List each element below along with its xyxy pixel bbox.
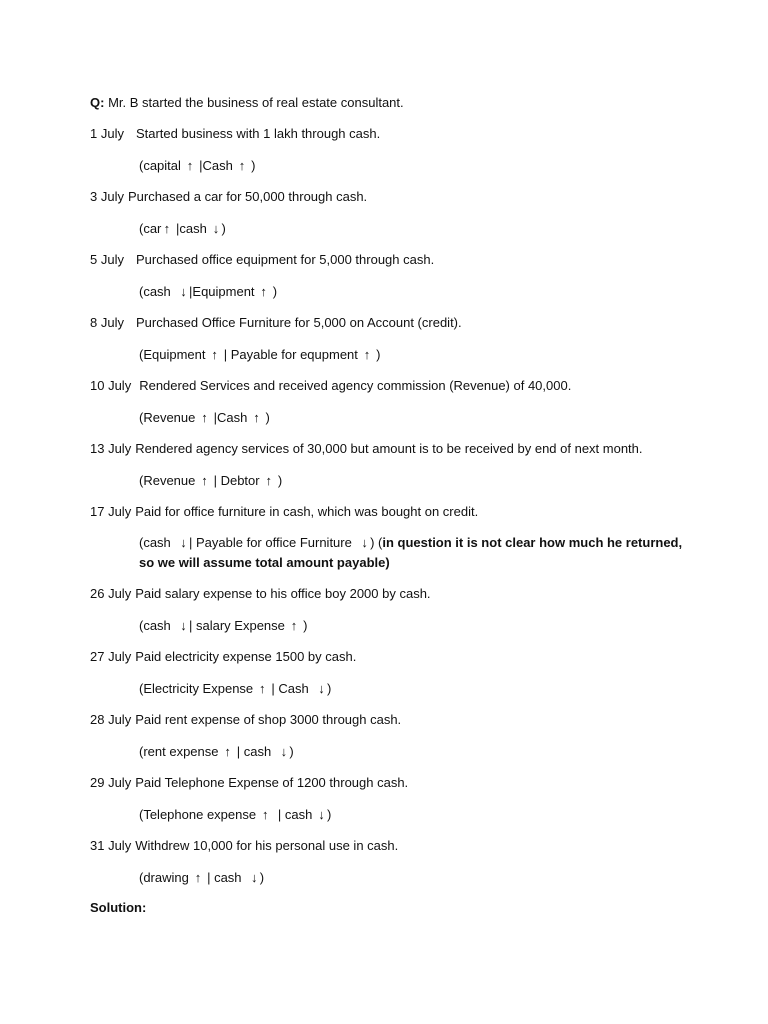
up-arrow-icon: ↑	[163, 221, 171, 236]
transaction-text: Purchased Office Furniture for 5,000 on Account (credit).	[135, 315, 462, 330]
effect-text: )	[327, 807, 332, 822]
transaction-text: Rendered Services and received agency commission (Revenue) of 40,000.	[139, 378, 572, 393]
transaction-description	[90, 775, 408, 791]
effect-text: (Electricity Expense	[139, 681, 257, 696]
effect-text: )	[261, 410, 270, 425]
solution-heading: Solution:	[90, 900, 147, 915]
transaction-date: 1 July	[90, 126, 124, 141]
transaction-effect	[139, 870, 264, 886]
transaction-text: Started business with 1 lakh through cash.	[135, 126, 381, 141]
transaction-description	[90, 189, 367, 205]
transaction-text: Purchased office equipment for 5,000 through cash.	[135, 252, 435, 267]
effect-text: | Debtor	[209, 473, 264, 488]
down-arrow-icon: ↓	[251, 870, 258, 885]
transaction-text: Withdrew 10,000 for his personal use in cash.	[135, 838, 399, 853]
transaction-date: 26 July	[90, 586, 132, 601]
up-arrow-icon: ↑	[194, 870, 202, 885]
effect-text: (drawing	[139, 870, 193, 885]
transaction-effect	[139, 284, 277, 300]
transaction-effect	[139, 158, 255, 174]
down-arrow-icon: ↓	[318, 807, 325, 822]
transaction-date: 5 July	[90, 252, 124, 267]
up-arrow-icon: ↑	[290, 618, 298, 633]
effect-text: |Equipment	[189, 284, 259, 299]
down-arrow-icon: ↓	[280, 744, 288, 759]
up-arrow-icon: ↑	[238, 158, 246, 173]
effect-text: )	[269, 284, 278, 299]
transaction-text: Paid electricity expense 1500 by cash.	[135, 649, 357, 664]
effect-text: ) (	[370, 535, 383, 550]
effect-text: (cash	[139, 284, 179, 299]
up-arrow-icon: ↑	[224, 744, 231, 759]
down-arrow-icon: ↓	[361, 535, 368, 550]
transaction-date: 13 July	[90, 441, 132, 456]
effect-text: (capital	[139, 158, 185, 173]
transaction-effect	[139, 681, 331, 697]
up-arrow-icon: ↑	[363, 347, 371, 362]
transaction-effect	[139, 744, 294, 760]
down-arrow-icon: ↓	[212, 221, 220, 236]
effect-text: |cash	[172, 221, 211, 236]
effect-text: | cash	[270, 807, 316, 822]
question-text: Mr. B started the business of real estate consultant.	[108, 95, 404, 110]
transaction-date: 10 July	[90, 378, 132, 393]
transaction-effect	[139, 221, 226, 237]
transaction-date: 3 July	[90, 189, 124, 204]
effect-text: (Revenue	[139, 473, 199, 488]
transaction-date: 28 July	[90, 712, 132, 727]
transaction-text: Paid for office furniture in cash, which was bought on credit.	[135, 504, 479, 519]
effect-text: )	[372, 347, 381, 362]
transaction-effect	[139, 410, 270, 426]
effect-text: (cash	[139, 618, 179, 633]
effect-text: | Payable for office Furniture	[189, 535, 360, 550]
effect-text: )	[259, 870, 265, 885]
transaction-description	[90, 586, 431, 602]
effect-text: )	[289, 744, 294, 759]
effect-text: |Cash	[195, 158, 237, 173]
down-arrow-icon: ↓	[180, 284, 187, 299]
up-arrow-icon: ↑	[265, 473, 272, 488]
effect-note: in question it is not clear how much he returned, so we will assume total amount payable)	[139, 535, 683, 570]
transaction-text: Paid Telephone Expense of 1200 through cash.	[135, 775, 409, 790]
question-line	[90, 95, 404, 111]
effect-text: )	[221, 221, 226, 236]
transaction-date: 31 July	[90, 838, 132, 853]
transaction-description	[90, 252, 434, 268]
effect-text: (Equipment	[139, 347, 210, 362]
effect-text: | salary Expense	[189, 618, 289, 633]
effect-text: | cash	[233, 744, 279, 759]
effect-text: )	[247, 158, 256, 173]
up-arrow-icon: ↑	[211, 347, 218, 362]
effect-text: (rent expense	[139, 744, 223, 759]
effect-text: )	[274, 473, 283, 488]
transaction-description	[90, 315, 462, 331]
transaction-text: Purchased a car for 50,000 through cash.	[127, 189, 368, 204]
transaction-text: Paid salary expense to his office boy 2000 by cash.	[135, 586, 431, 601]
down-arrow-icon: ↓	[180, 535, 187, 550]
up-arrow-icon: ↑	[253, 410, 260, 425]
transaction-description	[90, 838, 398, 854]
transaction-effect	[139, 533, 699, 573]
up-arrow-icon: ↑	[259, 681, 266, 696]
transaction-effect	[139, 618, 307, 634]
transaction-description	[90, 126, 380, 142]
transaction-date: 8 July	[90, 315, 124, 330]
transaction-description	[90, 649, 356, 665]
effect-text: )	[326, 681, 332, 696]
effect-text: (car	[139, 221, 162, 236]
effect-text: (cash	[139, 535, 179, 550]
up-arrow-icon: ↑	[201, 473, 208, 488]
effect-text: | cash	[203, 870, 249, 885]
effect-text: | Cash	[267, 681, 316, 696]
transaction-description	[90, 378, 571, 394]
transaction-description	[90, 441, 643, 457]
effect-text: (Revenue	[139, 410, 199, 425]
up-arrow-icon: ↑	[201, 410, 208, 425]
up-arrow-icon: ↑	[260, 284, 267, 299]
transaction-text: Rendered agency services of 30,000 but amount is to be received by end of next month.	[135, 441, 643, 456]
transaction-effect	[139, 473, 282, 489]
effect-text: | Payable for equpment	[220, 347, 362, 362]
effect-text: (Telephone expense	[139, 807, 260, 822]
up-arrow-icon: ↑	[261, 807, 269, 822]
transaction-date: 17 July	[90, 504, 132, 519]
transaction-effect	[139, 347, 380, 363]
transaction-text: Paid rent expense of shop 3000 through cash.	[135, 712, 402, 727]
down-arrow-icon: ↓	[180, 618, 187, 633]
transaction-effect	[139, 807, 331, 823]
transaction-date: 27 July	[90, 649, 132, 664]
question-label: Q:	[90, 95, 105, 110]
transaction-date: 29 July	[90, 775, 132, 790]
transaction-description	[90, 712, 401, 728]
effect-text: |Cash	[209, 410, 251, 425]
transaction-description	[90, 504, 478, 520]
down-arrow-icon: ↓	[318, 681, 325, 696]
effect-text: )	[299, 618, 308, 633]
up-arrow-icon: ↑	[186, 158, 194, 173]
